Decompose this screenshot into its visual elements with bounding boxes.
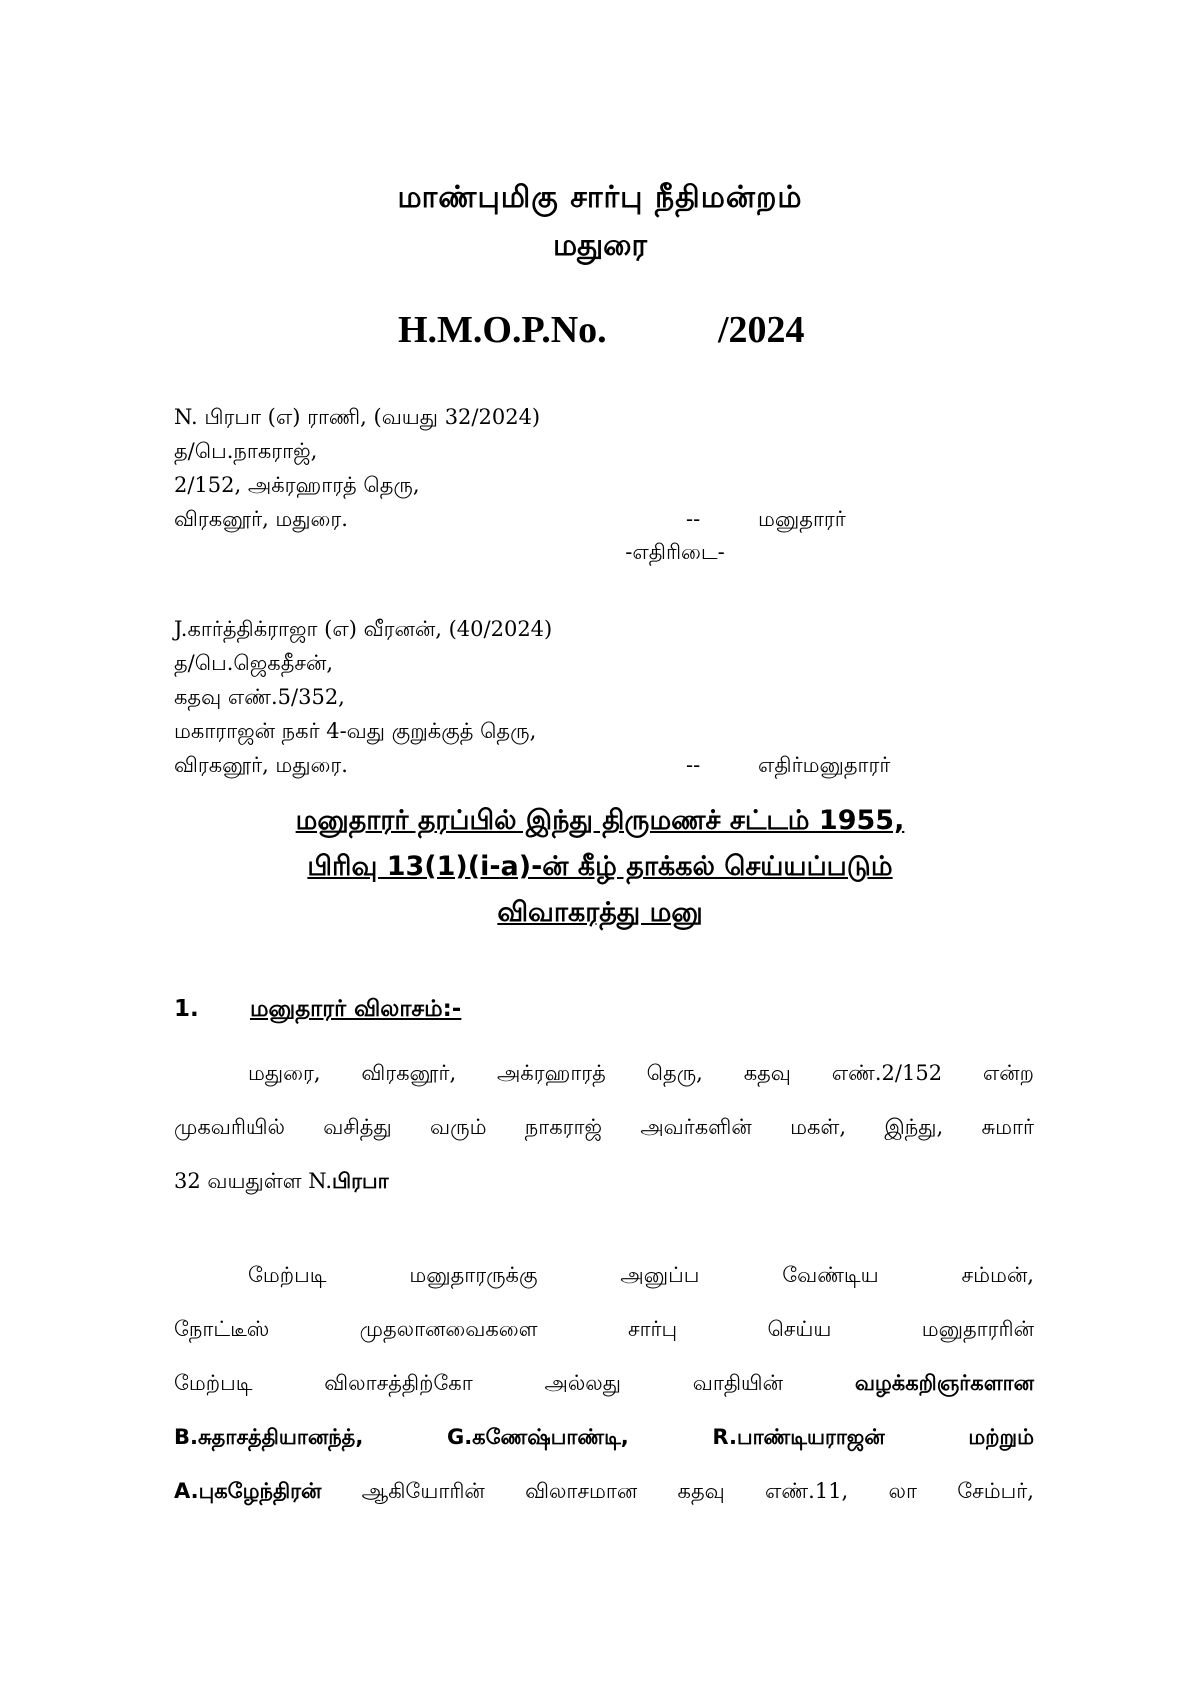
- paragraph-line: [174, 1046, 1034, 1100]
- petition-heading-line: விவாகரத்து மனு: [497, 897, 703, 928]
- word: வழக்கறிஞர்களான: [854, 1371, 1034, 1395]
- word: அவர்களின்: [640, 1115, 752, 1139]
- petitioner-block: [174, 400, 846, 536]
- petitioner-line: 2/152, அக்ரஹாரத் தெரு,: [174, 473, 420, 497]
- word: சுமார்: [981, 1115, 1034, 1139]
- word: எண்.2/152: [831, 1061, 943, 1085]
- word: மேற்படி: [174, 1371, 253, 1395]
- word: அல்லது: [544, 1371, 621, 1395]
- case-year: /2024: [718, 309, 805, 351]
- word: மனுதாரரின்: [921, 1317, 1034, 1341]
- word: தெரு,: [646, 1061, 703, 1085]
- text: 32 வயதுள்ள N.: [174, 1169, 332, 1193]
- word: வாதியின்: [692, 1371, 783, 1395]
- respondent-line: த/பெ.ஜெகதீசன்,: [174, 651, 334, 675]
- section-number: 1.: [174, 996, 199, 1022]
- petition-heading-line: பிரிவு 13(1)(i-a)-ன் கீழ் தாக்கல் செய்யப்படும்: [307, 851, 893, 882]
- word: விரகனூர்,: [361, 1061, 457, 1085]
- word: என்ற: [982, 1061, 1034, 1085]
- respondent-line: J.கார்த்திக்ராஜா (எ) வீரனன், (40/2024): [174, 617, 553, 641]
- word: மதுரை,: [248, 1061, 321, 1085]
- section-heading: [174, 996, 461, 1025]
- petitioner-line: த/பெ.நாகராஜ்,: [174, 439, 318, 463]
- word: கதவு: [677, 1479, 725, 1503]
- word: நோட்டீஸ்: [174, 1317, 270, 1341]
- petitioner-name: பிரபா: [332, 1169, 389, 1193]
- petitioner-address-line: [174, 502, 846, 536]
- case-prefix: H.M.O.P.No.: [398, 309, 607, 351]
- paragraph-line: [174, 1302, 1034, 1356]
- petition-heading: [0, 798, 1200, 936]
- respondent-line: கதவு எண்.5/352,: [174, 685, 345, 709]
- section-title: மனுதாரர் விலாசம்:-: [250, 996, 462, 1022]
- advocate-name: R.பாண்டியராஜன்: [712, 1425, 885, 1449]
- court-name: மாண்புமிகு சார்பு நீதிமன்றம்: [397, 180, 803, 215]
- word: இந்து,: [884, 1115, 944, 1139]
- word: வசித்து: [323, 1115, 392, 1139]
- word: கதவு: [743, 1061, 791, 1085]
- word: சேம்பர்,: [957, 1479, 1034, 1503]
- word: நாகராஜ்: [524, 1115, 603, 1139]
- advocate-name: G.கணேஷ்பாண்டி,: [446, 1425, 629, 1449]
- petitioner-role: மனுதாரர்: [758, 507, 846, 531]
- word: வரும்: [430, 1115, 487, 1139]
- respondent-role: எதிர்மனுதாரர்: [758, 753, 891, 777]
- service-address-paragraph: [174, 1248, 1034, 1518]
- word: ஆகியோரின்: [361, 1479, 485, 1503]
- petitioner-line: விரகனூர், மதுரை.: [174, 507, 348, 531]
- word: சார்பு: [627, 1317, 678, 1341]
- case-number: [398, 308, 805, 352]
- paragraph-line: [174, 1154, 1034, 1208]
- word: மனுதாரருக்கு: [409, 1263, 538, 1287]
- paragraph-line: [174, 1100, 1034, 1154]
- word: அக்ரஹாரத்: [496, 1061, 606, 1085]
- word: மகள்,: [790, 1115, 847, 1139]
- petitioner-line: N. பிரபா (எ) ராணி, (வயது 32/2024): [174, 405, 541, 429]
- word: எண்.11,: [765, 1479, 849, 1503]
- word: லா: [888, 1479, 917, 1503]
- word: மற்றும்: [968, 1425, 1034, 1449]
- word: செய்ய: [767, 1317, 832, 1341]
- word: விலாசத்திற்கோ: [324, 1371, 473, 1395]
- word: அனுப்ப: [620, 1263, 700, 1287]
- word: முதலானவைகளை: [359, 1317, 538, 1341]
- word: சம்மன்,: [961, 1263, 1034, 1287]
- paragraph-line: [174, 1410, 1034, 1464]
- respondent-dash: --: [686, 753, 701, 777]
- court-place: மதுரை: [552, 228, 648, 263]
- word: மேற்படி: [248, 1263, 327, 1287]
- word: விலாசமான: [525, 1479, 638, 1503]
- word: வேண்டிய: [782, 1263, 879, 1287]
- respondent-line: மகாராஜன் நகர் 4-வது குறுக்குத் தெரு,: [174, 719, 537, 743]
- word: முகவரியில்: [174, 1115, 285, 1139]
- advocate-name: A.புகழேந்திரன்: [174, 1479, 322, 1503]
- respondent-line: விரகனூர், மதுரை.: [174, 753, 348, 777]
- petitioner-address-paragraph: [174, 1046, 1034, 1208]
- respondent-address-line: [174, 748, 891, 782]
- advocate-name: B.சுதாசத்தியானந்த்,: [174, 1425, 364, 1449]
- respondent-block: [174, 612, 891, 782]
- paragraph-line: [174, 1464, 1034, 1518]
- petition-heading-line: மனுதாரர் தரப்பில் இந்து திருமணச் சட்டம் 1955,: [295, 805, 905, 836]
- petitioner-dash: --: [686, 507, 701, 531]
- paragraph-line: [174, 1248, 1034, 1302]
- paragraph-line: [174, 1356, 1034, 1410]
- versus-label: -எதிரிடை-: [625, 540, 725, 564]
